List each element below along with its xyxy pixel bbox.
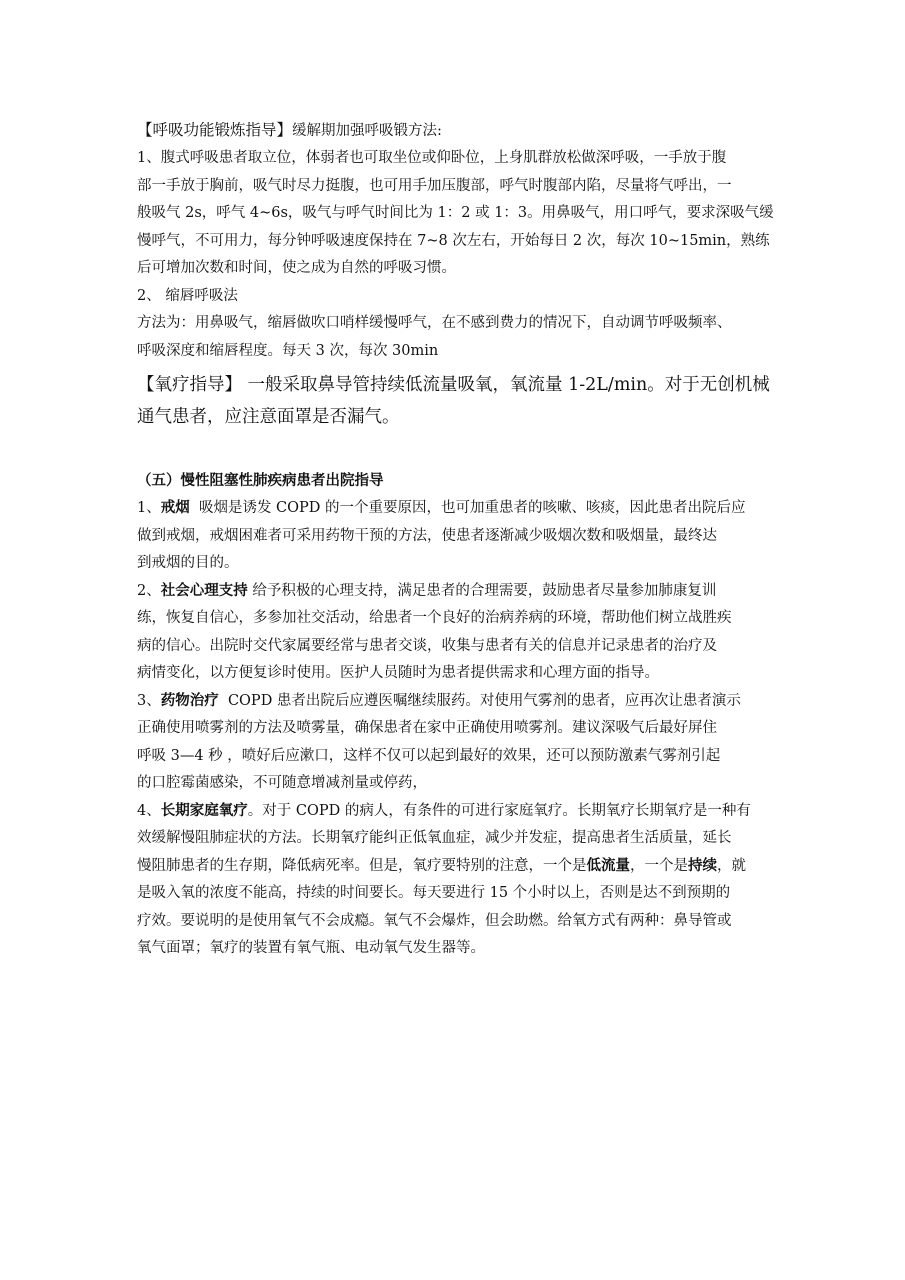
discharge-guidance-title: （五）慢性阻塞性肺疾病患者出院指导 [137,473,384,489]
psychological-support-paragraph [137,578,769,688]
paragraph-line: 后可增加次数和时间，使之成为自然的呼吸习惯。 [137,260,456,276]
breathing-guidance-subtitle: 缓解期加强呼吸锻方法: [292,123,442,139]
paragraph-line: 通气患者，应注意面罩是否漏气。 [137,407,400,427]
bold-term: 长期家庭氧疗 [160,802,248,819]
paragraph-text: 吸烟是诱发 COPD 的一个重要原因，也可加重患者的咳嗽、咳痰，因此患者出院后应 [189,500,746,516]
pursed-lip-breathing-title: 2、 缩唇呼吸法 [137,287,238,304]
paragraph-line: 【氧疗指导】 一般采取鼻导管持续低流量吸氧，氧流量 1-2L/min。对于无创机械 [137,375,770,395]
paragraph-line: 部一手放于胸前，吸气时尽力挺腹，也可用手加压腹部，呼气时腹部内陷，尽量将气呼出，一 [137,177,732,194]
paragraph-line [137,578,769,606]
pursed-lip-breathing-paragraph [137,310,769,365]
paragraph-line: 氧气面罩；氧疗的装置有氧气瓶、电动氧气发生器等。 [137,940,485,956]
list-number: 2、 [137,582,161,599]
paragraph-line: 方法为：用鼻吸气，缩唇做吹口哨样缓慢呼气，在不感到费力的情况下，自动调节呼吸频率、 [137,315,732,331]
paragraph-text: COPD 患者出院后应遵医嘱继续服药。对使用气雾剂的患者，应再次让患者演示 [218,692,741,709]
paragraph-line: 到戒烟的目的。 [137,555,239,571]
paragraph-text: 。对于 COPD 的病人，有条件的可进行家庭氧疗。长期氧疗长期氧疗是一种有 [247,802,751,819]
paragraph-line: 的口腔霉菌感染，不可随意增减剂量或停药， [137,775,427,791]
list-number: 1、 [137,500,161,516]
paragraph-line [137,798,769,826]
paragraph-line: 正确使用喷雾剂的方法及喷雾量，确保患者在家中正确使用喷雾剂。建议深吸气后最好屏住 [137,720,717,736]
paragraph-line: 慢呼气，不可用力，每分钟呼吸速度保持在 7~8 次左右，开始每日 2 次，每次 10~15min，熟练 [137,232,770,249]
paragraph-line: 做到戒烟，戒烟困难者可采用药物干预的方法，使患者逐渐减少吸烟次数和吸烟量，最终达 [137,527,717,544]
list-number: 4、 [137,802,161,819]
paragraph-line: 呼吸 3—4 秒 ，喷好后应漱口，这样不仅可以起到最好的效果，还可以预防激素气雾剂引起 [137,747,721,764]
bold-term: 社会心理支持 [160,582,248,599]
paragraph-line [137,495,769,523]
paragraph-line: 练，恢复自信心，多参加社交活动，给患者一个良好的治病养病的环境，帮助他们树立战胜疾 [137,610,732,626]
home-oxygen-paragraph [137,798,769,963]
paragraph-text: 给予积极的心理支持，满足患者的合理需要，鼓励患者尽量参加肺康复训 [247,582,717,599]
medication-paragraph [137,688,769,798]
paragraph-line [137,688,769,716]
paragraph-line: 病的信心。出院时交代家属要经常与患者交谈，收集与患者有关的信息并记录患者的治疗及 [137,637,717,654]
document-body [137,116,774,963]
paragraph-line: 般吸气 2s，呼气 4~6s，吸气与呼气时间比为 1：2 或 1：3。用鼻吸气，用口呼气，要求深吸气缓 [137,205,774,221]
paragraph-line: 呼吸深度和缩唇程度。每天 3 次，每次 30min [137,342,439,359]
paragraph-line: 病情变化，以方便复诊时使用。医护人员随时为患者提供需求和心理方面的指导。 [137,665,659,681]
bold-term: 戒烟 [160,500,190,516]
paragraph-text: ，一个是 [630,857,688,874]
section-spacer [137,433,769,467]
breathing-guidance-title: 【呼吸功能锻炼指导】 [137,121,293,139]
paragraph-line: 1、腹式呼吸患者取立位，体弱者也可取坐位或仰卧位，上身肌群放松做深呼吸，一手放于腹 [137,150,727,166]
bold-term: 持续 [688,857,717,874]
paragraph-text: ，就 [717,857,746,874]
quit-smoking-paragraph [137,495,769,578]
list-number: 3、 [137,692,161,709]
paragraph-line: 效缓解慢阻肺症状的方法。长期氧疗能纠正低氧血症，减少并发症，提高患者生活质量，延长 [137,830,732,846]
bold-term: 药物治疗 [160,692,219,709]
paragraph-line [137,853,769,881]
abdominal-breathing-paragraph [137,145,774,283]
breathing-guidance-heading [137,116,769,145]
paragraph-line: 是吸入氧的浓度不能高，持续的时间要长。每天要进行 15 个小时以上，否则是达不到预期的 [137,885,731,901]
oxygen-guidance-paragraph [137,369,769,433]
paragraph-text: 慢阻肺患者的生存期，降低病死率。但是，氧疗要特别的注意，一个是 [137,857,587,874]
bold-term: 低流量 [586,857,630,874]
paragraph-line: 疗效。要说明的是使用氧气不会成瘾。氧气不会爆炸，但会助燃。给氧方式有两种：鼻导管或 [137,912,732,929]
